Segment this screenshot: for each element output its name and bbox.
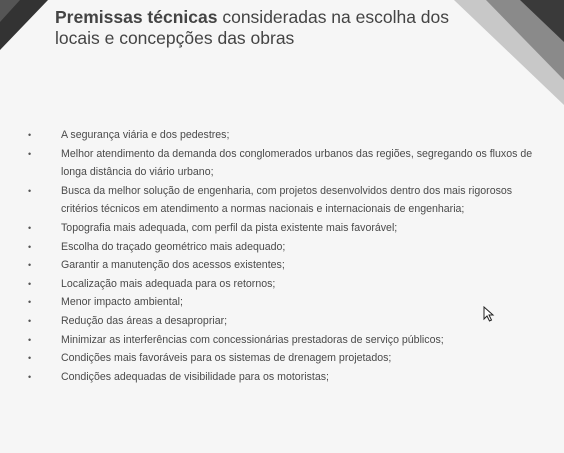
bullet-text: Melhor atendimento da demanda dos conglomerados urbanos das regiões, segregando os fluxos de longa distância do viário urbano;	[61, 147, 533, 179]
bullet-dot-icon: •	[28, 130, 32, 140]
bullet-dot-icon: •	[28, 371, 32, 382]
bullet-text: Redução das áreas a desapropriar;	[61, 314, 228, 327]
bullet-item	[28, 275, 548, 294]
slide-title	[55, 7, 475, 49]
slide-title-bold: Premissas técnicas	[55, 7, 218, 27]
bullet-text: Localização mais adequada para os retornos;	[61, 277, 276, 290]
bullet-dot-icon: •	[28, 353, 32, 364]
bullet-item	[28, 126, 548, 145]
bullet-text: Condições adequadas de visibilidade para os motoristas;	[61, 370, 329, 383]
bullet-dot-icon: •	[28, 241, 32, 252]
decorative-corner-left	[0, 0, 48, 50]
bullet-item	[28, 182, 548, 219]
bullet-item	[28, 312, 548, 331]
bullet-item	[28, 256, 548, 275]
bullet-list	[28, 126, 548, 386]
bullet-dot-icon: •	[28, 185, 32, 196]
mouse-pointer-icon	[483, 306, 495, 322]
bullet-text: Menor impacto ambiental;	[61, 296, 183, 309]
bullet-dot-icon: •	[28, 222, 32, 233]
bullet-item	[28, 293, 548, 312]
bullet-dot-icon: •	[28, 297, 32, 308]
bullet-text: Condições mais favoráveis para os sistemas de drenagem projetados;	[61, 352, 392, 365]
bullet-text: Garantir a manutenção dos acessos existentes;	[61, 259, 285, 272]
bullet-item	[28, 349, 548, 368]
bullet-text: Topografia mais adequada, com perfil da pista existente mais favorável;	[61, 221, 398, 234]
bullet-dot-icon: •	[28, 148, 32, 159]
bullet-dot-icon: •	[28, 278, 32, 289]
bullet-item	[28, 331, 548, 350]
bullet-item	[28, 368, 548, 387]
slide-title-rest: consideradas na escolha dos locais e concepções das obras	[55, 7, 450, 48]
bullet-dot-icon: •	[28, 315, 32, 326]
bullet-item	[28, 238, 548, 257]
bullet-text: Escolha do traçado geométrico mais adequado;	[61, 240, 286, 253]
bullet-text: A segurança viária e dos pedestres;	[61, 129, 230, 141]
bullet-dot-icon: •	[28, 334, 32, 345]
bullet-text: Busca da melhor solução de engenharia, com projetos desenvolvidos dentro dos mais rigorosos critérios técnicos em atendimento a normas nacionais e internacionais de engenharia;	[61, 184, 513, 216]
bullet-item	[28, 145, 548, 182]
bullet-dot-icon: •	[28, 260, 32, 271]
bullet-text: Minimizar as interferências com concessionárias prestadoras de serviço públicos;	[61, 333, 444, 346]
bullet-item	[28, 219, 548, 238]
